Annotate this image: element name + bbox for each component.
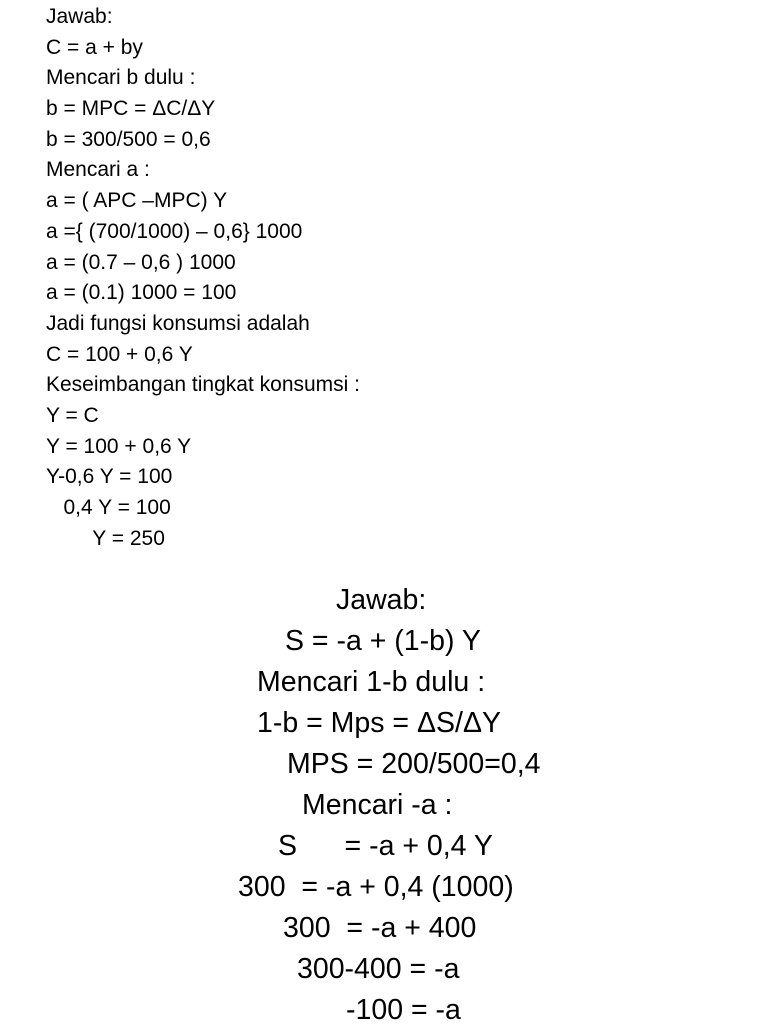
text-line: a = (0.1) 1000 = 100 bbox=[46, 281, 237, 305]
text-line: MPS = 200/500=0,4 bbox=[287, 748, 541, 780]
text-line: 300-400 = -a bbox=[297, 953, 460, 985]
text-line: Y = 100 + 0,6 Y bbox=[46, 434, 192, 458]
text-line: Mencari 1-b dulu : bbox=[257, 666, 486, 698]
text-line: Jawab: bbox=[336, 584, 427, 616]
text-line: C = a + by bbox=[46, 35, 143, 59]
text-line: S = -a + 0,4 Y bbox=[278, 830, 493, 862]
text-line: Mencari a : bbox=[46, 158, 150, 182]
text-line: Keseimbangan tingkat konsumsi : bbox=[46, 373, 361, 397]
text-line: b = 300/500 = 0,6 bbox=[46, 127, 211, 151]
text-line: Y = C bbox=[46, 403, 99, 427]
text-line: C = 100 + 0,6 Y bbox=[46, 342, 193, 366]
text-line: Mencari b dulu : bbox=[46, 66, 196, 90]
text-line: Y-0,6 Y = 100 bbox=[46, 465, 173, 489]
text-line: Mencari -a : bbox=[302, 789, 453, 821]
text-line: a = ( APC –MPC) Y bbox=[46, 189, 228, 213]
text-line: a ={ (700/1000) – 0,6} 1000 bbox=[46, 219, 303, 243]
text-line: Y = 250 bbox=[46, 526, 165, 550]
text-line: 1-b = Mps = ΔS/ΔY bbox=[257, 707, 502, 739]
text-line: Jadi fungsi konsumsi adalah bbox=[46, 311, 310, 335]
text-line: -100 = -a bbox=[346, 994, 461, 1026]
text-line: a = (0.7 – 0,6 ) 1000 bbox=[46, 250, 236, 274]
text-line: 0,4 Y = 100 bbox=[46, 496, 171, 519]
text-line: 300 = -a + 0,4 (1000) bbox=[238, 871, 514, 903]
text-line: 300 = -a + 400 bbox=[283, 912, 477, 944]
consumption-solution bbox=[46, 2, 746, 554]
text-line: S = -a + (1-b) Y bbox=[285, 625, 481, 657]
text-line: Jawab: bbox=[46, 5, 113, 28]
text-line: b = MPC = ΔC/ΔY bbox=[46, 97, 216, 121]
